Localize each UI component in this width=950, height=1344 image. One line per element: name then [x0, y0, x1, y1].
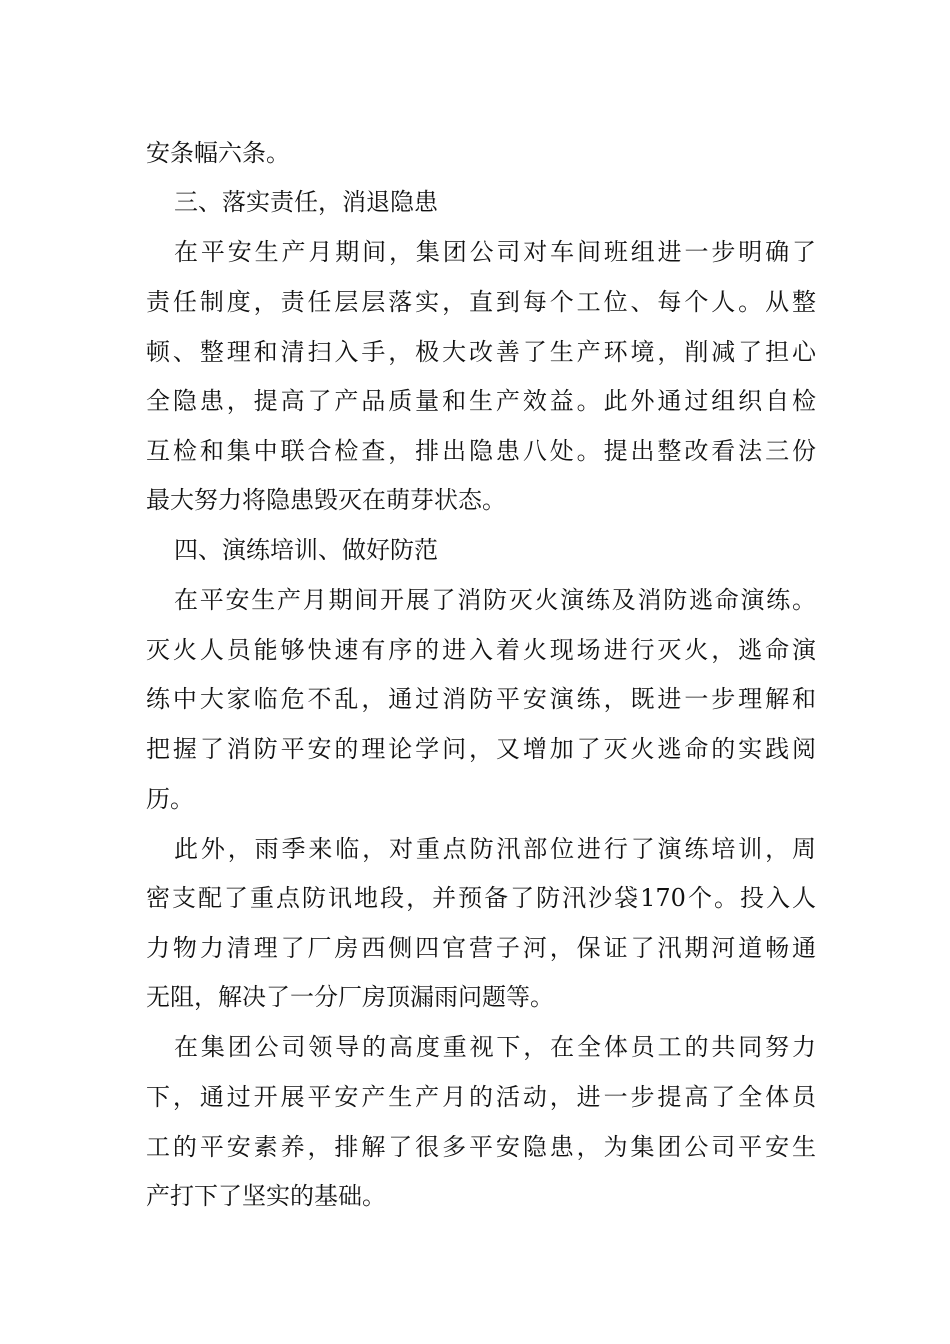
paragraph-line: 密支配了重点防讯地段，并预备了防汛沙袋170个。投入人 — [146, 884, 816, 912]
paragraph-line: 互检和集中联合检查，排出隐患八处。提出整改看法三份 — [146, 437, 816, 465]
paragraph-line: 下，通过开展平安产生产月的活动，进一步提高了全体员 — [146, 1083, 816, 1111]
section-heading: 四、演练培训、做好防范 — [174, 536, 438, 564]
paragraph-line: 把握了消防平安的理论学问，又增加了灭火逃命的实践阅 — [146, 735, 816, 763]
paragraph-line: 在平安生产月期间开展了消防灭火演练及消防逃命演练。 — [174, 586, 816, 614]
paragraph-line: 无阻，解决了一分厂房顶漏雨问题等。 — [146, 983, 554, 1011]
paragraph-line: 最大努力将隐患毁灭在萌芽状态。 — [146, 486, 506, 514]
paragraph-line: 灭火人员能够快速有序的进入着火现场进行灭火，逃命演 — [146, 636, 816, 664]
paragraph-line: 此外，雨季来临，对重点防汛部位进行了演练培训，周 — [174, 835, 816, 863]
paragraph-line: 在平安生产月期间，集团公司对车间班组进一步明确了 — [174, 238, 816, 266]
paragraph-line: 产打下了坚实的基础。 — [146, 1182, 386, 1210]
paragraph-line: 责任制度，责任层层落实，直到每个工位、每个人。从整 — [146, 288, 816, 316]
section-heading: 三、落实责任，消退隐患 — [174, 188, 438, 216]
paragraph-line: 力物力清理了厂房西侧四官营子河，保证了汛期河道畅通 — [146, 934, 816, 962]
paragraph-line: 练中大家临危不乱，通过消防平安演练，既进一步理解和 — [146, 685, 816, 713]
paragraph-line: 顿、整理和清扫入手，极大改善了生产环境，削减了担心 — [146, 338, 816, 366]
paragraph-line: 历。 — [146, 785, 194, 813]
paragraph-line: 工的平安素养，排解了很多平安隐患，为集团公司平安生 — [146, 1133, 816, 1161]
paragraph-line: 全隐患，提高了产品质量和生产效益。此外通过组织自检 — [146, 387, 816, 415]
paragraph-line: 在集团公司领导的高度重视下，在全体员工的共同努力 — [174, 1033, 816, 1061]
paragraph-line: 安条幅六条。 — [146, 139, 290, 167]
